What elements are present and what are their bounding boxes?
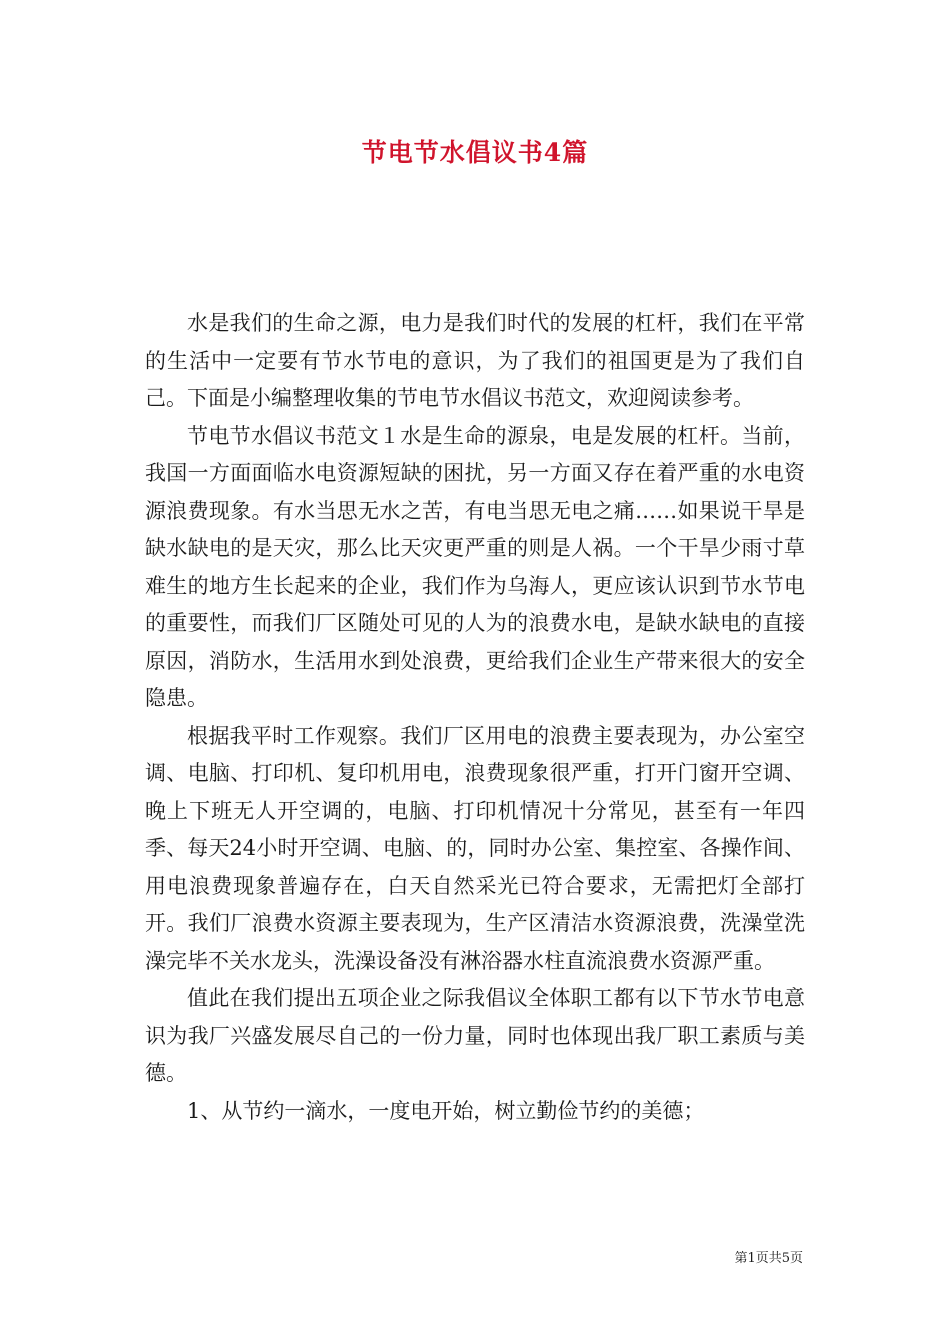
paragraph-sample-1: 节电节水倡议书范文１水是生命的源泉，电是发展的杠杆。当前，我国一方面面临水电资源短缺的困扰，另一方面又存在着严重的水电资源浪费现象。有水当思无水之苦，有电当思无电之痛……如果说干旱是缺水缺电的是天灾，那么比天灾更严重的则是人祸。一个干旱少雨寸草难生的地方生长起来的企业，我们作为乌海人，更应该认识到节水节电的重要性，而我们厂区随处可见的人为的浪费水电，是缺水缺电的直接原因，消防水，生活用水到处浪费，更给我们企业生产带来很大的安全隐患。 — [145, 423, 805, 710]
page-number: 第1页共5页 — [734, 1251, 803, 1266]
paragraph-observation: 根据我平时工作观察。我们厂区用电的浪费主要表现为，办公室空调、电脑、打印机、复印机用电，浪费现象很严重，打开门窗开空调、晚上下班无人开空调的，电脑、打印机情况十分常见，甚至有一年四季、每天24小时开空调、电脑、的，同时办公室、集控室、各操作间、用电浪费现象普遍存在，白天自然采光已符合要求，无需把灯全部打开。我们厂浪费水资源主要表现为，生产区清洁水资源浪费，洗澡堂洗澡完毕不关水龙头，洗澡设备没有淋浴器水柱直流浪费水资源严重。 — [145, 723, 805, 973]
paragraph-item-1: 1、从节约一滴水，一度电开始，树立勤俭节约的美德； — [187, 1098, 705, 1123]
paragraph-proposal: 值此在我们提出五项企业之际我倡议全体职工都有以下节水节电意识为我厂兴盛发展尽自己的一份力量，同时也体现出我厂职工素质与美德。 — [145, 986, 805, 1085]
document-body — [145, 305, 805, 1130]
paragraph-intro: 水是我们的生命之源，电力是我们时代的发展的杠杆，我们在平常的生活中一定要有节水节电的意识，为了我们的祖国更是为了我们自己。下面是小编整理收集的节电节水倡议书范文，欢迎阅读参考。 — [145, 311, 805, 410]
document-title: 节电节水倡议书4篇 — [361, 138, 589, 167]
